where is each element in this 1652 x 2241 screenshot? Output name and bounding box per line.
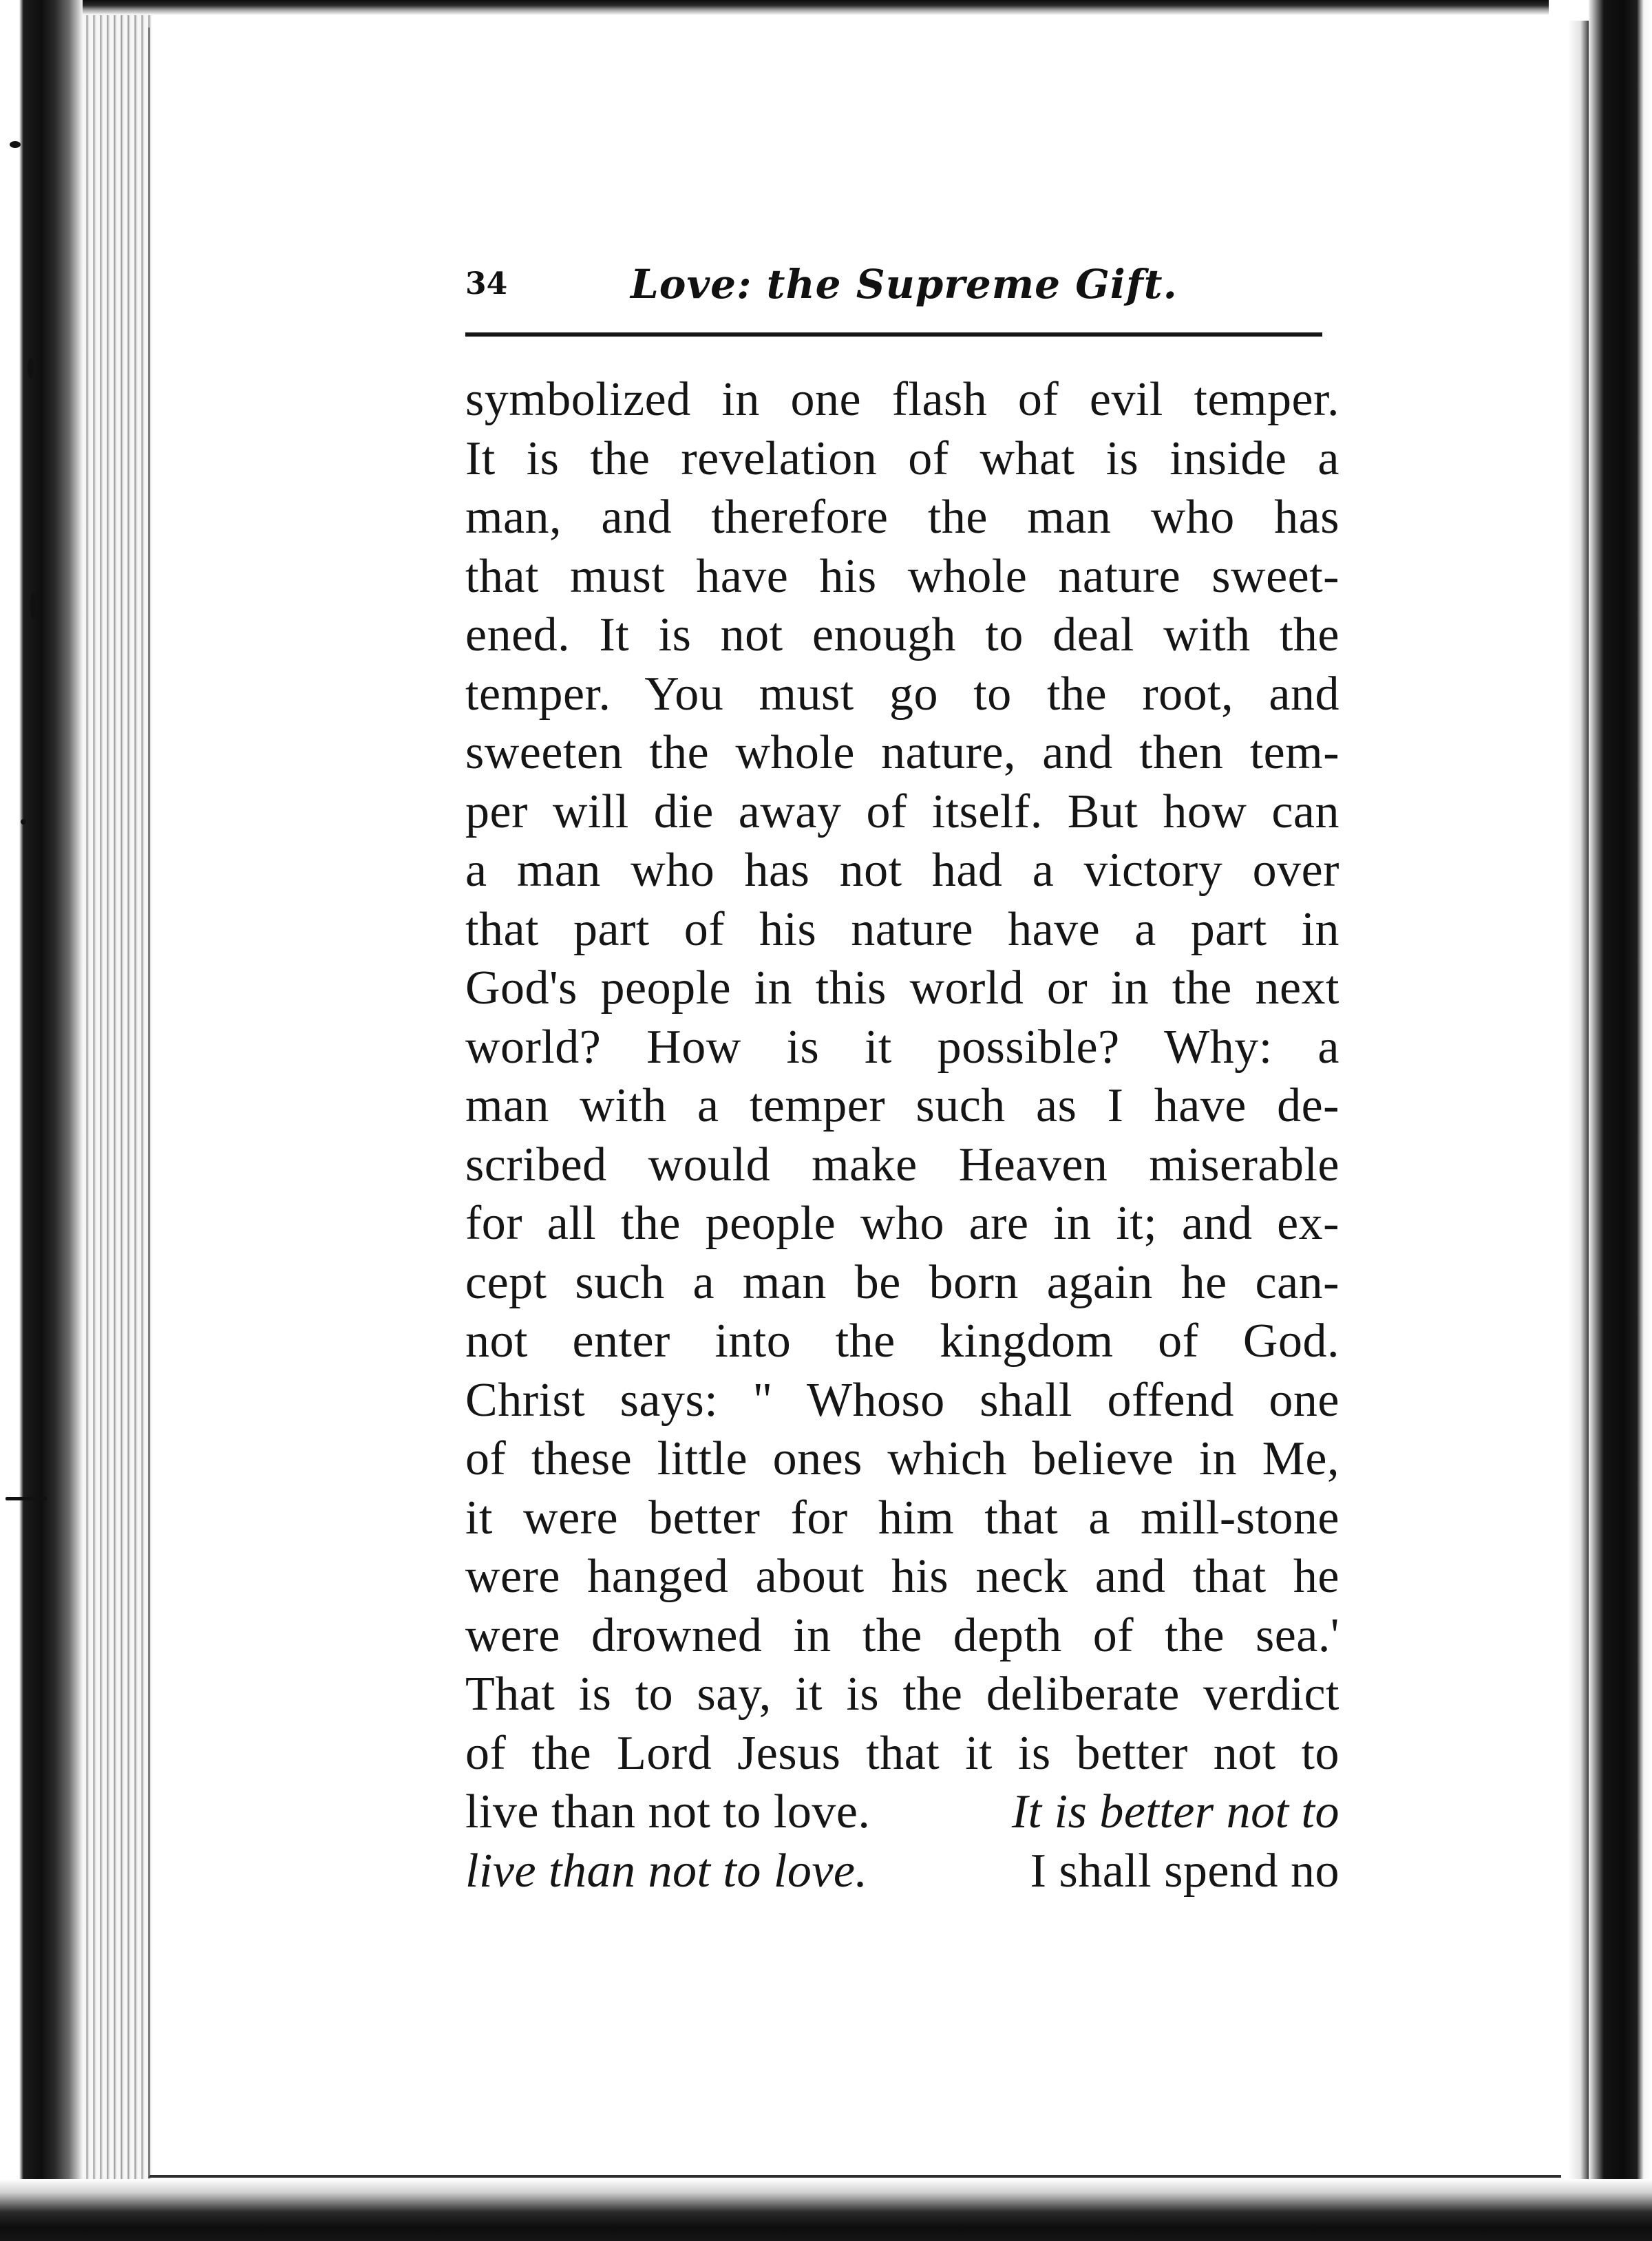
text-line: of these little ones which believe in Me, — [465, 1432, 1339, 1485]
text-line: God's people in this world or in the next — [465, 962, 1339, 1015]
text-segment-roman: live than not to love. — [465, 1785, 871, 1838]
text-line: scribed would make Heaven miserable — [465, 1138, 1339, 1191]
text-segment-italic: It is better not to — [1011, 1785, 1339, 1838]
text-line — [465, 1842, 1339, 1901]
body-text — [465, 370, 1339, 1900]
text-line: a man who has not had a victory over — [465, 844, 1339, 897]
text-line: cept such a man be born again he can- — [465, 1255, 1339, 1309]
text-line: world? How is it possible? Why: a — [465, 1020, 1339, 1074]
text-line: that must have his whole nature sweet- — [465, 549, 1339, 603]
scan-top-edge — [83, 0, 1549, 15]
text-segment-roman: I shall spend no — [1030, 1844, 1339, 1898]
text-line: per will die away of itself. But how can — [465, 785, 1339, 838]
text-line: not enter into the kingdom of God. — [465, 1315, 1339, 1368]
text-line: symbolized in one flash of evil temper. — [465, 373, 1339, 426]
scan-specks — [0, 0, 83, 2241]
text-line: man, and therefore the man who has — [465, 491, 1339, 544]
text-line: were hanged about his neck and that he — [465, 1550, 1339, 1603]
text-line: for all the people who are in it; and ex- — [465, 1197, 1339, 1250]
header-rule — [465, 332, 1322, 337]
text-line: It is the revelation of what is inside a — [465, 432, 1339, 485]
book-page-stack-right — [1568, 21, 1589, 2209]
book-page-stack-left — [83, 14, 151, 2182]
running-title: Love: the Supreme Gift. — [631, 261, 1178, 308]
text-line: temper. You must go to the root, and — [465, 667, 1339, 721]
page-number: 34 — [465, 266, 508, 301]
text-line: it were better for him that a mill-stone — [465, 1491, 1339, 1544]
text-segment-italic: live than not to love. — [465, 1844, 868, 1898]
text-line: sweeten the whole nature, and then tem- — [465, 726, 1339, 779]
scan-bottom-edge — [0, 2179, 1652, 2241]
text-line: were drowned in the depth of the sea.' — [465, 1608, 1339, 1662]
text-line — [465, 1783, 1339, 1842]
page-header — [465, 261, 1322, 320]
text-line: Christ says: " Whoso shall offend one — [465, 1373, 1339, 1427]
scan-right-edge — [1589, 0, 1652, 2241]
text-line: that part of his nature have a part in — [465, 902, 1339, 956]
text-line: That is to say, it is the deliberate verdict — [465, 1668, 1339, 1721]
text-line: of the Lord Jesus that it is better not to — [465, 1726, 1339, 1780]
text-line: man with a temper such as I have de- — [465, 1079, 1339, 1132]
text-line: ened. It is not enough to deal with the — [465, 608, 1339, 661]
